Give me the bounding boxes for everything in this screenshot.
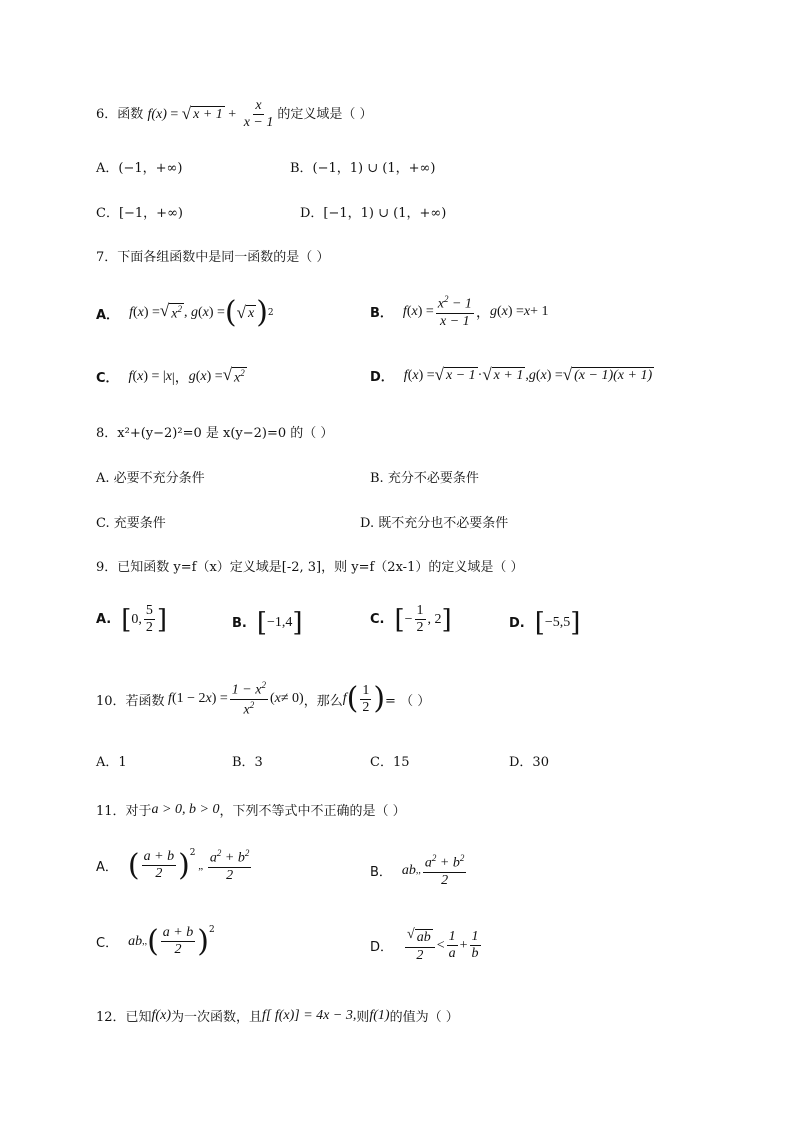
q6-text-b: 的定义域是（ ） <box>277 107 373 123</box>
q6-eq: = <box>166 107 182 123</box>
q8-option-a: A. 必要不充分条件 <box>96 471 205 486</box>
question-9: 9．已知函数 y=f（x）定义域是[-2, 3]，则 y=f（2x-1）的定义域是（ ） <box>96 560 524 575</box>
q6-func: f(x) <box>147 107 167 123</box>
q6-option-b: B．(−1，1) ∪ (1，+∞) <box>290 161 436 176</box>
q9-option-c: C. [ − $\frac{1}{2}$ , 2 ] <box>370 603 452 636</box>
q6-option-a: A．(−1，+∞) <box>96 161 183 176</box>
q8-option-d: D. 既不充分也不必要条件 <box>360 516 509 531</box>
q10-option-d: D．30 <box>509 755 549 770</box>
q8-option-c: C. 充要条件 <box>96 516 166 531</box>
q6-text-a: 函数 <box>117 107 144 123</box>
q11-option-c: C． ab ,, ( $\frac{a + b}{2}$ ) $^2$ <box>96 923 215 959</box>
q7-option-d: D． f ( x ) = √ x − 1 · √ x + 1 , g ( x ) = √ (x − 1)(x + 1) <box>370 365 653 385</box>
q10-option-a: A．1 <box>96 755 127 770</box>
q8-option-b: B. 充分不必要条件 <box>370 471 479 486</box>
q6-option-d: D．[−1，1) ∪ (1，+∞) <box>300 206 447 221</box>
q6-sqrt: √ x + 1 <box>181 104 223 124</box>
q7-option-b: B． f ( x ) = $\frac{x^2 - 1}{x - 1}$ ， g ( x ) = x + 1 <box>370 294 549 329</box>
q9-option-a: A. [ 0, $\frac{5}{2}$ ] <box>96 603 168 636</box>
q11-option-b: B． ab ,, $\frac{a^2 + b^2}{2}$ <box>370 853 465 888</box>
question-10: 10．若函数 f (1 − 2 x ) = $\frac{1 - x^2}{x^2}$ ( x ≠ 0) ，那么 f ( $\frac{1}{2}$ ) = （ ） <box>96 680 431 718</box>
q11-option-a: A． ( $\frac{a + b}{2}$ ) $^2$ „ $\frac{a^2 + b^2}{2}$ <box>96 847 250 883</box>
q6-option-c: C．[−1，+∞) <box>96 206 183 221</box>
q7-option-a: A． f ( x ) = √ $x^2$ , g ( x ) = ( √ x ) 2 <box>96 295 274 330</box>
question-11: 11．对于 a > 0, b > 0 ，下列不等式中不正确的是（ ） <box>96 801 406 819</box>
question-12: 12．已知 f(x) 为一次函数，且 f[ f(x)] = 4x − 3, 则 f(1) 的值为（ ） <box>96 1007 459 1025</box>
q10-option-c: C．15 <box>370 755 410 770</box>
q7-option-c: C． f ( x ) = | x |， g ( x ) = √ $x^2$ <box>96 365 245 387</box>
q6-plus: + <box>224 107 240 123</box>
q9-option-b: B. [ −1,4 ] <box>232 608 303 638</box>
q9-option-d: D. [ −5,5 ] <box>509 608 581 638</box>
question-7: 7．下面各组函数中是同一函数的是（ ） <box>96 250 330 265</box>
q6-number: 6． <box>96 107 118 123</box>
q11-option-d: D． √ ab 2 < $\frac{1}{a}$ + $\frac{1}{b}$ <box>370 927 479 963</box>
q6-fraction: $\frac{x}{x - 1}$ <box>243 98 274 131</box>
q10-option-b: B．3 <box>232 755 263 770</box>
question-6 <box>96 98 373 131</box>
question-8: 8．x²+(y−2)²=0 是 x(y−2)=0 的（ ） <box>96 426 334 441</box>
